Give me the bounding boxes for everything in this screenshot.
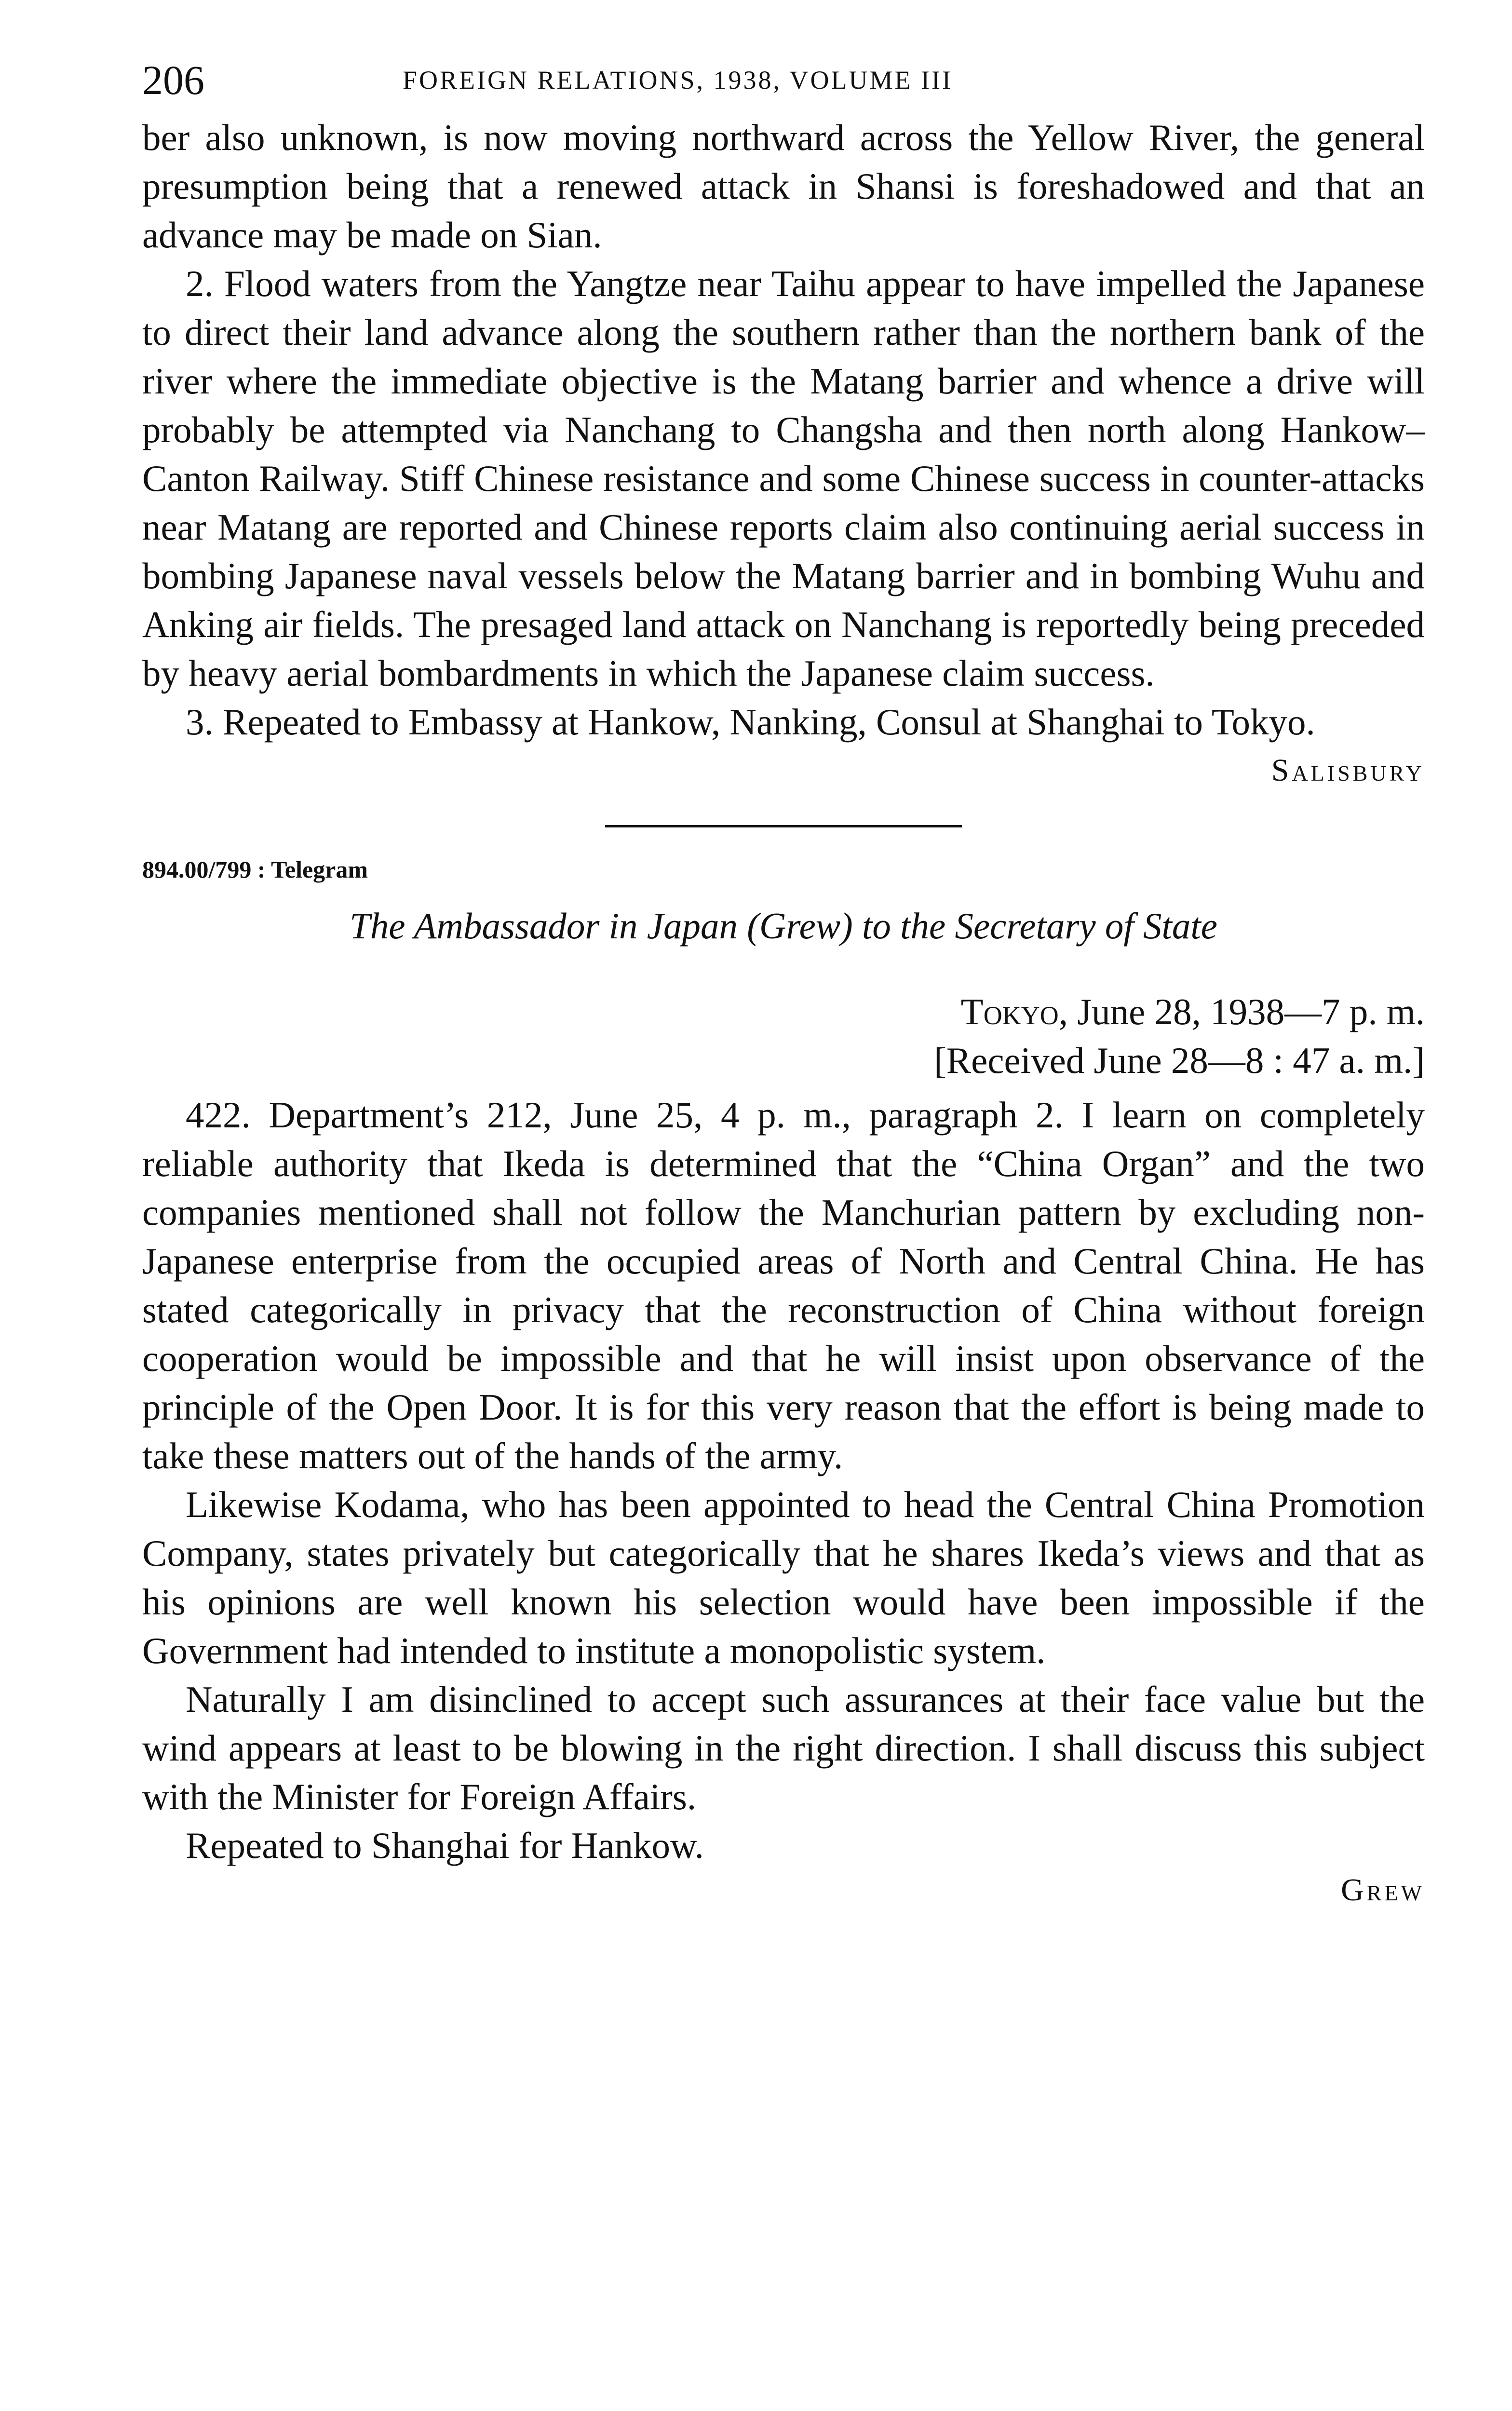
paragraph-3: 3. Repeated to Embassy at Hankow, Nanking, Consul at Shanghai to Tokyo. (186, 701, 1315, 743)
section-divider (605, 825, 962, 827)
file-reference: 894.00/799 : Telegram (142, 856, 368, 883)
running-header (142, 51, 1425, 113)
page-number: 206 (142, 57, 204, 103)
telegram (142, 857, 1425, 1909)
document-page (142, 51, 1425, 1909)
signature-salisbury: Salisbury (1271, 753, 1425, 788)
dateline-place: Tokyo, (960, 991, 1068, 1033)
telegram-paragraph-3: Naturally I am disinclined to accept such assurances at their face value but the wind appears at least to be blowing in the right direction. I shall discuss this subject with the Minister for Foreign Affairs. (142, 1679, 1425, 1818)
telegram-paragraph-1: 422. Department’s 212, June 25, 4 p. m., paragraph 2. I learn on completely reliable authority that Ikeda is determined that the “China Organ” and the two companies mentioned shall not follow the Manchurian pattern by excluding non-Japanese enterprise from the occupied areas of North and Central China. He has stated categorically in privacy that the reconstruction of China without foreign cooperation would be impossible and that he will insist upon observance of the principle of the Open Door. It is for this very reason that the effort is being made to take these matters out of the hands of the army. (142, 1094, 1425, 1477)
telegram-paragraph-4: Repeated to Shanghai for Hankow. (186, 1825, 704, 1867)
dateline (142, 988, 1425, 1036)
continued-message (142, 113, 1425, 789)
telegram-paragraph-2: Likewise Kodama, who has been appointed to head the Central China Promotion Company, states privately but categorically that he shares Ikeda’s views and that as his opinions are well known his selection would have been impossible if the Government had intended to institute a monopolistic system. (142, 1484, 1425, 1672)
continued-paragraph: ber also unknown, is now moving northward across the Yellow River, the general presumption being that a renewed attack in Shansi is foreshadowed and that an advance may be made on Sian. (142, 117, 1425, 256)
paragraph-2: 2. Flood waters from the Yangtze near Taihu appear to have impelled the Japanese to direct their land advance along the southern rather than the northern bank of the river where the immediate objective is the Matang barrier and whence a drive will probably be attempted via Nanchang to Changsha and then north along Hankow–Canton Railway. Stiff Chinese resistance and some Chinese success in counter-attacks near Matang are reported and Chinese reports claim also continuing aerial success in bombing Japanese naval vessels below the Matang barrier and in bombing Wuhu and Anking air fields. The presaged land attack on Nanchang is reportedly being preceded by heavy aerial bombardments in which the Japanese claim success. (142, 263, 1425, 694)
document-title: The Ambassador in Japan (Grew) to the Secretary of State (350, 905, 1217, 947)
signature-grew: Grew (1341, 1872, 1425, 1908)
dateline-date: June 28, 1938—7 p. m. (1067, 991, 1425, 1033)
received-line: [Received June 28—8 : 47 a. m.] (934, 1040, 1425, 1082)
running-title: FOREIGN RELATIONS, 1938, VOLUME III (403, 66, 953, 95)
